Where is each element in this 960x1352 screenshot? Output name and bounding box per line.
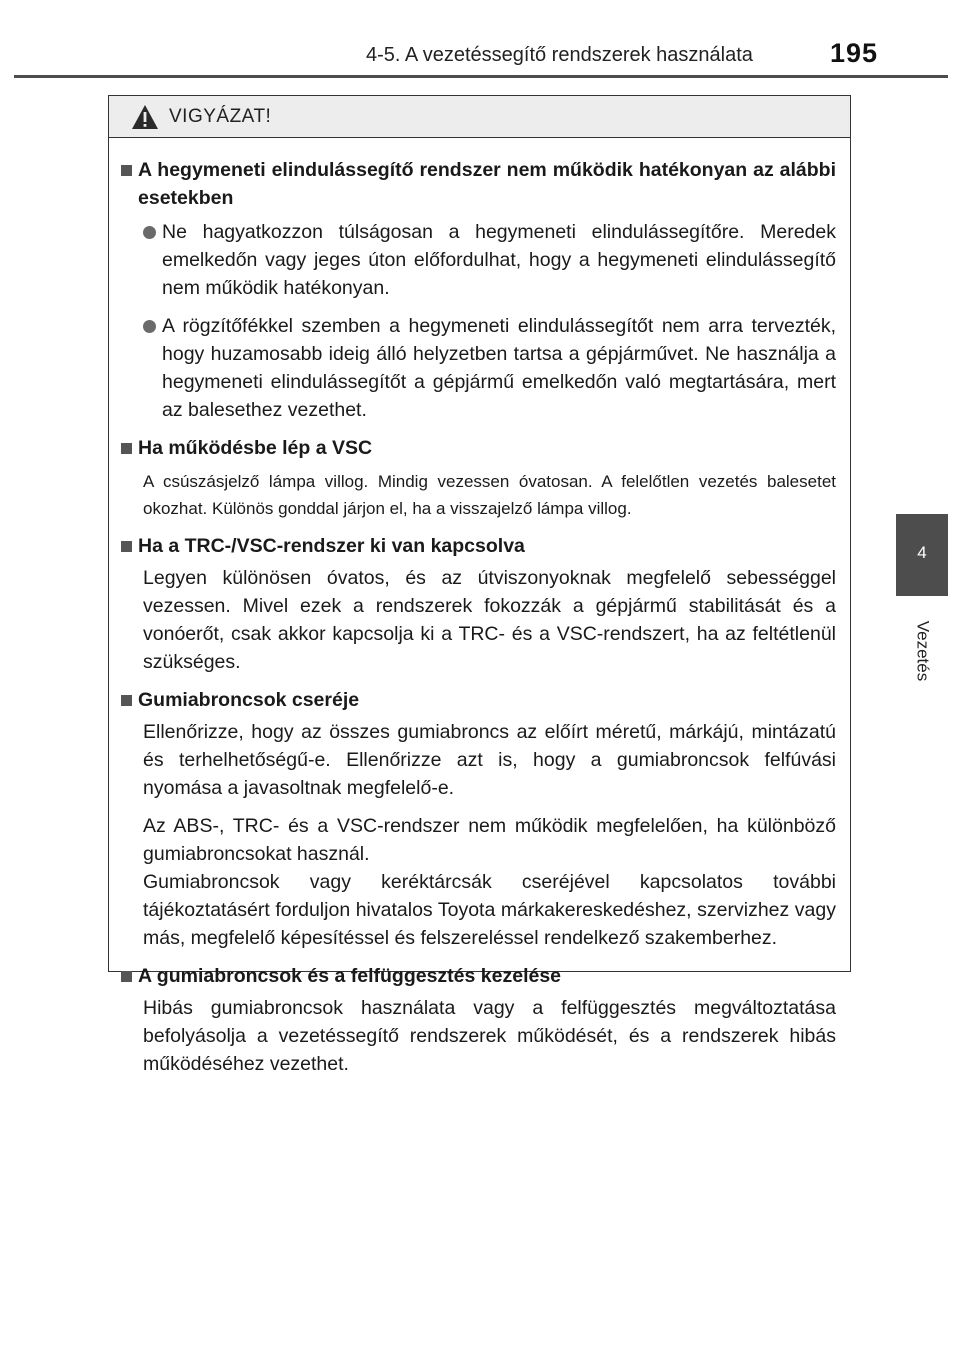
list-item <box>143 312 836 424</box>
list-item <box>143 218 836 302</box>
warning-content <box>109 138 850 1078</box>
square-bullet-icon <box>121 971 132 982</box>
section-paragraph: Hibás gumiabroncsok használata vagy a felfüggesztés megváltoztatása befolyásolja a vezetéssegítő rendszerek működését, és a rendszerek hibás működéséhez vezethet. <box>143 997 836 1075</box>
warning-box <box>108 95 851 1075</box>
round-bullet-icon <box>143 226 156 239</box>
chapter-label-container <box>896 606 948 696</box>
section-paragraph: Gumiabroncsok vagy keréktárcsák cseréjével kapcsolatos további tájékoztatásért forduljon hivatalos Toyota márkakereskedéshez, szervizhez vagy más, megfelelő képesítéssel és felszereléssel rendelkező szakemberhez. <box>143 871 836 949</box>
warning-triangle-icon <box>131 104 159 130</box>
section-heading-text: A gumiabroncsok és a felfüggesztés kezelése <box>138 965 562 987</box>
section-heading <box>121 686 836 714</box>
square-bullet-icon <box>121 165 132 176</box>
round-bullet-icon <box>143 320 156 333</box>
section-trc-vsc-off <box>121 532 836 676</box>
section-hill-start <box>121 156 836 424</box>
page-header-title: 4-5. A vezetéssegítő rendszerek használata <box>366 44 753 66</box>
section-tire-suspension <box>121 962 836 1078</box>
list-item-text: Ne hagyatkozzon túlságosan a hegymeneti elindulássegítőre. Meredek emelkedőn vagy jeges úton előfordulhat, hogy a hegymeneti elindulássegítő nem működik hatékonyan. <box>162 221 836 299</box>
section-heading <box>121 532 836 560</box>
section-heading <box>121 434 836 462</box>
section-heading-text: Ha működésbe lép a VSC <box>138 437 373 459</box>
square-bullet-icon <box>121 443 132 454</box>
section-heading <box>121 962 836 990</box>
warning-title: VIGYÁZAT! <box>169 105 272 127</box>
list-item-text: A rögzítőfékkel szemben a hegymeneti elindulássegítőt nem arra tervezték, hogy huzamosabb ideig álló helyzetben tartsa a gépjárművet. Ne használja a hegymeneti elindulássegítőt a gépjármű emelkedőn való megtartására, mert az balesethez vezethet. <box>162 315 836 421</box>
chapter-label: Vezetés <box>913 620 932 682</box>
chapter-tab: 4 <box>896 514 948 596</box>
header-rule <box>14 75 948 78</box>
section-paragraph: Ellenőrizze, hogy az összes gumiabroncs az előírt méretű, márkájú, mintázatú és terhelhetőségű-e. Ellenőrizze azt is, hogy a gumiabroncsok felfúvási nyomása a javasoltnak megfelelő-e. <box>143 721 836 799</box>
section-paragraph: Legyen különösen óvatos, és az útviszonyoknak megfelelő sebességgel vezessen. Mivel ezek a rendszerek fokozzák a gépjármű stabilitását és a vonóerőt, csak akkor kapcsolja ki a TRC- és a VSC-rendszert, ha az feltétlenül szükséges. <box>143 567 836 673</box>
section-tire-replacement <box>121 686 836 952</box>
page-number: 195 <box>830 38 879 68</box>
section-heading-text: A hegymeneti elindulássegítő rendszer nem működik hatékonyan az alábbi esetekben <box>138 159 836 209</box>
section-vsc-active <box>121 434 836 522</box>
section-heading <box>121 156 836 212</box>
square-bullet-icon <box>121 541 132 552</box>
section-heading-text: Gumiabroncsok cseréje <box>138 689 360 711</box>
section-paragraph: A csúszásjelző lámpa villog. Mindig vezessen óvatosan. A felelőtlen vezetés balesetet okozhat. Különös gonddal járjon el, ha a visszajelző lámpa villog. <box>143 472 836 518</box>
section-paragraph: Az ABS-, TRC- és a VSC-rendszer nem működik megfelelően, ha különböző gumiabroncsokat használ. <box>143 815 836 865</box>
warning-header <box>109 96 850 138</box>
section-heading-text: Ha a TRC-/VSC-rendszer ki van kapcsolva <box>138 535 525 557</box>
square-bullet-icon <box>121 695 132 706</box>
